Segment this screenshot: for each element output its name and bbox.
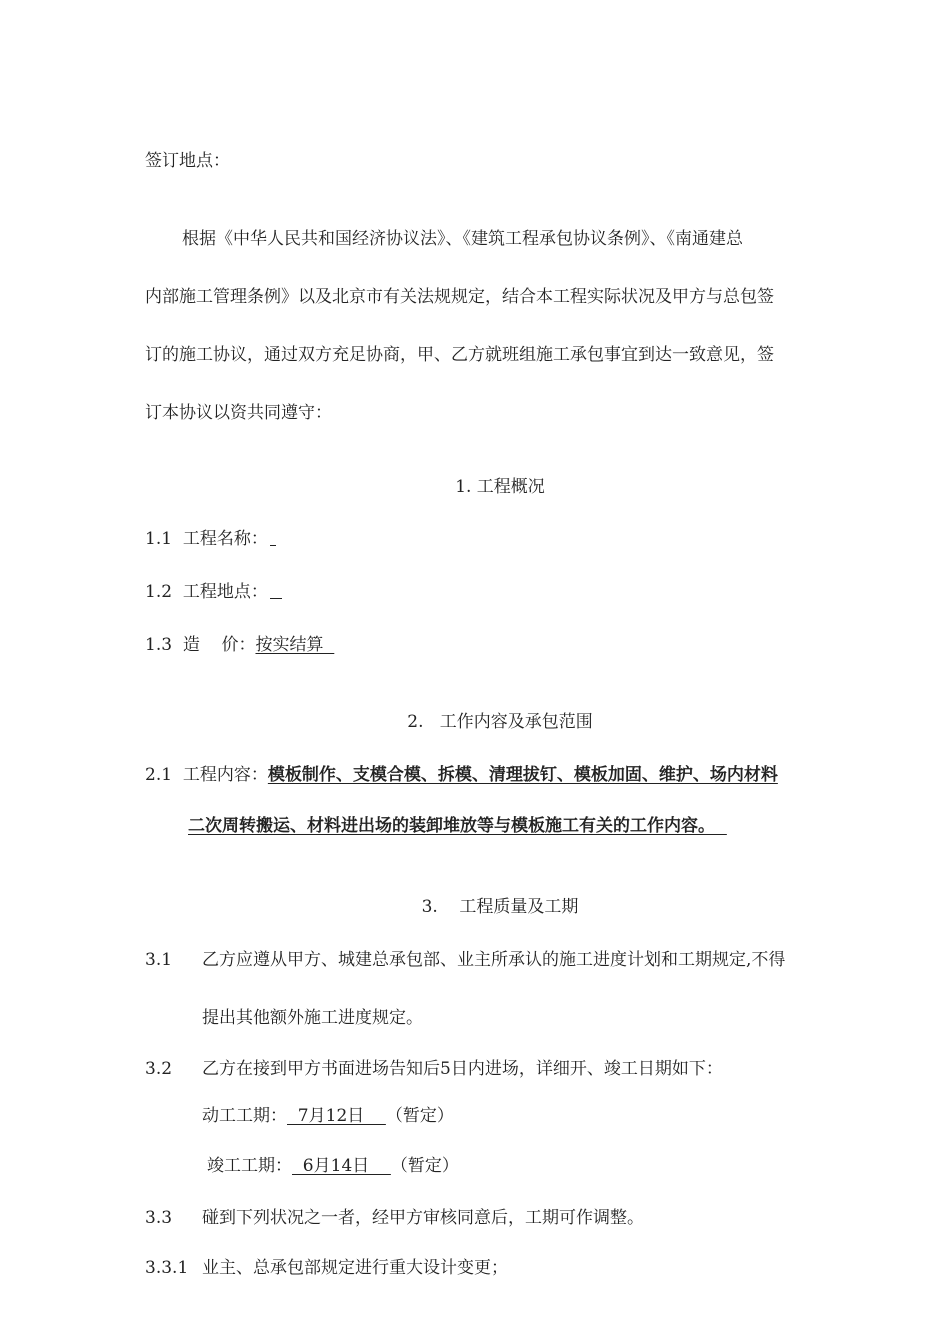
- section-3-heading: 3. 工程质量及工期: [421, 897, 579, 917]
- item-3-1-line-1: 乙方应遵从甲方、城建总承包部、业主所承认的施工进度计划和工期规定,不得: [202, 950, 786, 970]
- end-date-label: 竣工工期：: [207, 1156, 292, 1176]
- item-number: 1.2: [145, 582, 173, 602]
- start-date-row: [202, 1105, 454, 1127]
- start-date-label: 动工工期：: [202, 1106, 287, 1126]
- project-location-blank: [270, 582, 282, 599]
- price-value: 按实结算: [255, 635, 335, 655]
- work-content-line-1: 模板制作、支模合模、拆模、清理拔钉、模板加固、维护、场内材料: [267, 765, 778, 785]
- work-content-line-2: 二次周转搬运、材料进出场的装卸堆放等与模板施工有关的工作内容。: [188, 816, 727, 836]
- item-1-1: [145, 528, 276, 550]
- start-date-value: 7月12日: [287, 1106, 386, 1126]
- item-1-3: [145, 634, 334, 656]
- section-1-heading: 1. 工程概况: [455, 477, 545, 497]
- item-3-3-text: 碰到下列状况之一者，经甲方审核同意后，工期可作调整。: [202, 1208, 644, 1228]
- item-number: 1.1: [145, 529, 173, 549]
- project-name-blank: [270, 529, 276, 546]
- start-date-note: （暂定）: [385, 1106, 454, 1126]
- intro-line-1: 根据《中华人民共和国经济协议法》、《建筑工程承包协议条例》、《南通建总: [182, 229, 743, 249]
- intro-line-4: 订本协议以资共同遵守：: [145, 403, 332, 423]
- item-3-3-1-text: 业主、总承包部规定进行重大设计变更；: [202, 1258, 508, 1278]
- item-3-1-number: 3.1: [145, 950, 173, 970]
- item-3-3-number: 3.3: [145, 1208, 173, 1228]
- item-2-1: [145, 764, 778, 786]
- item-3-2-text: 乙方在接到甲方书面进场告知后5日内进场，详细开、竣工日期如下：: [202, 1059, 723, 1079]
- intro-line-3: 订的施工协议，通过双方充足协商，甲、乙方就班组施工承包事宜到达一致意见，签: [145, 345, 774, 365]
- signing-place-label: 签订地点：: [145, 151, 230, 171]
- end-date-note: （暂定）: [390, 1156, 459, 1176]
- item-number: 1.3: [145, 635, 173, 655]
- work-content-label: 工程内容：: [182, 765, 268, 785]
- end-date-row: [207, 1155, 459, 1177]
- end-date-value: 6月14日: [292, 1156, 391, 1176]
- intro-line-2: 内部施工管理条例》以及北京市有关法规规定，结合本工程实际状况及甲方与总包签: [145, 287, 774, 307]
- project-name-label: 工程名称：: [182, 529, 268, 549]
- section-2-heading: 2. 工作内容及承包范围: [407, 712, 593, 732]
- item-3-1-line-2: 提出其他额外施工进度规定。: [202, 1008, 423, 1028]
- item-3-3-1-number: 3.3.1: [145, 1258, 189, 1278]
- item-number: 2.1: [145, 765, 173, 785]
- price-label: 造 价：: [182, 635, 256, 655]
- item-3-2-number: 3.2: [145, 1059, 173, 1079]
- project-location-label: 工程地点：: [182, 582, 268, 602]
- item-1-2: [145, 581, 282, 603]
